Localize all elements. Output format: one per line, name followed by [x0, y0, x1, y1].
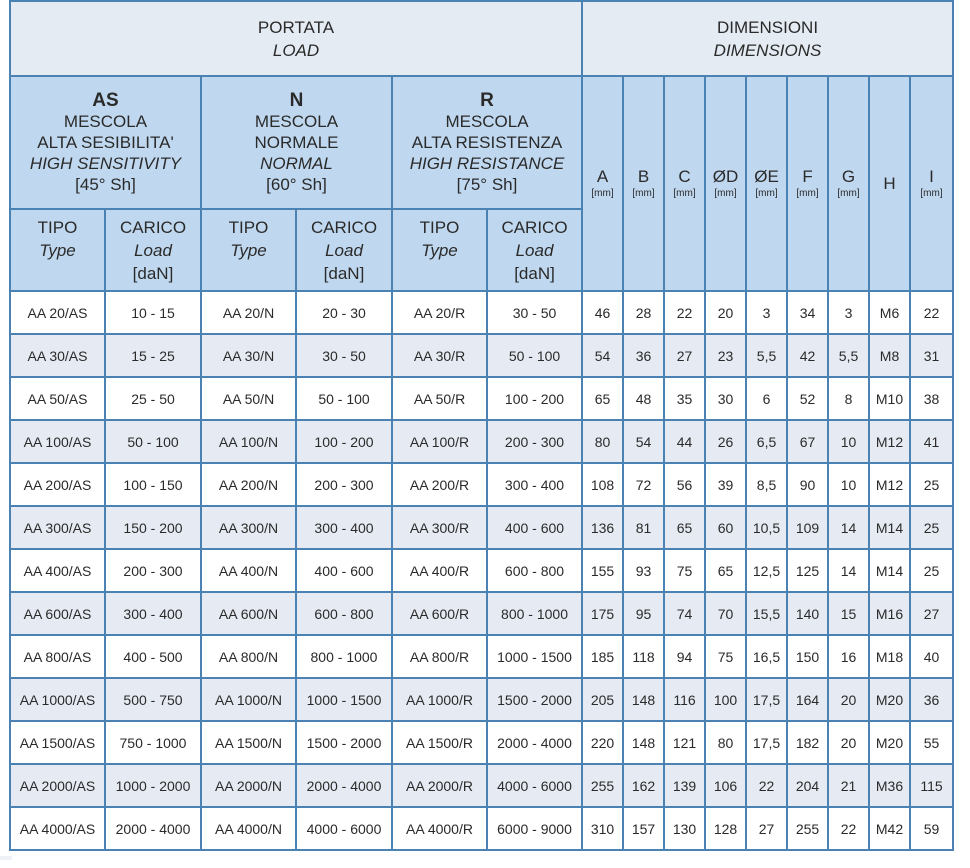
- dimensions-header: [582, 1, 953, 76]
- table-cell: 94: [664, 635, 705, 678]
- table-cell: 128: [705, 807, 746, 850]
- compound-line-1: MESCOLA: [445, 112, 529, 131]
- table-cell: 23: [705, 334, 746, 377]
- table-cell: AA 4000/AS: [10, 807, 105, 850]
- dim-col-header: [582, 76, 623, 291]
- table-cell: 39: [705, 463, 746, 506]
- table-cell: 8: [828, 377, 869, 420]
- table-cell: 35: [664, 377, 705, 420]
- table-cell: AA 800/AS: [10, 635, 105, 678]
- compound-hardness: [60° Sh]: [266, 175, 327, 194]
- table-cell: AA 200/R: [392, 463, 487, 506]
- dim-col-label: B: [637, 166, 650, 186]
- table-cell: AA 200/AS: [10, 463, 105, 506]
- table-cell: 1500 - 2000: [296, 721, 392, 764]
- table-cell: 185: [582, 635, 623, 678]
- carico-unit: [daN]: [514, 263, 555, 283]
- tipo-header: [10, 209, 105, 291]
- table-cell: 65: [705, 549, 746, 592]
- table-cell: 70: [705, 592, 746, 635]
- table-row: [10, 764, 953, 807]
- table-cell: M10: [869, 377, 910, 420]
- table-cell: 31: [910, 334, 953, 377]
- spacer: [393, 262, 486, 285]
- table-cell: 10,5: [746, 506, 787, 549]
- table-cell: AA 1500/AS: [10, 721, 105, 764]
- dim-col-label: G: [841, 166, 856, 186]
- compound-group-n: [201, 76, 392, 209]
- table-cell: AA 30/N: [201, 334, 296, 377]
- table-cell: 800 - 1000: [296, 635, 392, 678]
- compound-group-r: [392, 76, 582, 209]
- dim-col-label: H: [883, 173, 896, 193]
- table-cell: 10: [828, 420, 869, 463]
- table-cell: AA 200/N: [201, 463, 296, 506]
- table-cell: M8: [869, 334, 910, 377]
- table-cell: 164: [787, 678, 828, 721]
- table-row: [10, 463, 953, 506]
- table-cell: 48: [623, 377, 664, 420]
- table-row: [10, 635, 953, 678]
- dim-col-unit: [mm]: [591, 187, 614, 199]
- table-cell: 204: [787, 764, 828, 807]
- table-cell: 25: [910, 549, 953, 592]
- table-cell: 74: [664, 592, 705, 635]
- table-row: [10, 549, 953, 592]
- compound-line-1: MESCOLA: [254, 112, 339, 131]
- carico-label: CARICO: [119, 217, 187, 237]
- table-cell: AA 100/AS: [10, 420, 105, 463]
- table-cell: M6: [869, 291, 910, 334]
- table-cell: 5,5: [746, 334, 787, 377]
- carico-label: CARICO: [501, 217, 568, 237]
- table-row: [10, 592, 953, 635]
- table-cell: 50 - 100: [296, 377, 392, 420]
- carico-label-en: Load: [325, 240, 363, 260]
- table-cell: 14: [828, 549, 869, 592]
- table-cell: 220: [582, 721, 623, 764]
- table-cell: 6: [746, 377, 787, 420]
- table-cell: 80: [582, 420, 623, 463]
- table-cell: 139: [664, 764, 705, 807]
- dim-col-header: [746, 76, 787, 291]
- table-cell: 25: [910, 506, 953, 549]
- table-cell: 20 - 30: [296, 291, 392, 334]
- table-cell: 65: [664, 506, 705, 549]
- table-cell: 600 - 800: [296, 592, 392, 635]
- table-cell: AA 50/N: [201, 377, 296, 420]
- table-row: [10, 807, 953, 850]
- table-cell: 1500 - 2000: [487, 678, 582, 721]
- table-cell: 27: [664, 334, 705, 377]
- dim-col-header: [828, 76, 869, 291]
- table-cell: 90: [787, 463, 828, 506]
- dim-col-unit: [mm]: [632, 187, 655, 199]
- table-cell: AA 600/N: [201, 592, 296, 635]
- table-cell: M18: [869, 635, 910, 678]
- table-cell: 50 - 100: [487, 334, 582, 377]
- carico-header: [296, 209, 392, 291]
- dim-col-label: F: [802, 166, 813, 186]
- table-cell: 4000 - 6000: [296, 807, 392, 850]
- table-row: [10, 291, 953, 334]
- table-cell: 162: [623, 764, 664, 807]
- dim-col-label: A: [596, 166, 609, 186]
- table-cell: AA 300/AS: [10, 506, 105, 549]
- table-cell: 8,5: [746, 463, 787, 506]
- load-header: [10, 1, 582, 76]
- table-cell: 60: [705, 506, 746, 549]
- table-cell: 16,5: [746, 635, 787, 678]
- table-cell: 25 - 50: [105, 377, 201, 420]
- load-title: PORTATA: [257, 17, 335, 37]
- table-cell: 34: [787, 291, 828, 334]
- footer-fragment-left: [0, 856, 12, 860]
- table-cell: 100 - 200: [296, 420, 392, 463]
- table-cell: 205: [582, 678, 623, 721]
- table-cell: 20: [828, 678, 869, 721]
- table-cell: 30 - 50: [487, 291, 582, 334]
- carico-label-en: Load: [515, 240, 554, 260]
- compound-line-2: NORMALE: [254, 133, 339, 152]
- table-cell: AA 800/N: [201, 635, 296, 678]
- spec-table: [9, 0, 954, 851]
- spacer: [11, 262, 104, 285]
- table-cell: M20: [869, 678, 910, 721]
- table-cell: 310: [582, 807, 623, 850]
- compound-code: R: [480, 90, 494, 111]
- table-cell: 17,5: [746, 678, 787, 721]
- dimensions-title-en: DIMENSIONS: [713, 40, 822, 60]
- table-cell: 115: [910, 764, 953, 807]
- table-cell: 12,5: [746, 549, 787, 592]
- table-cell: 255: [787, 807, 828, 850]
- table-cell: 200 - 300: [105, 549, 201, 592]
- carico-unit: [daN]: [323, 263, 365, 283]
- tipo-label: TIPO: [37, 217, 78, 237]
- table-cell: 118: [623, 635, 664, 678]
- table-cell: 5,5: [828, 334, 869, 377]
- table-cell: 26: [705, 420, 746, 463]
- table-cell: 14: [828, 506, 869, 549]
- table-cell: 3: [828, 291, 869, 334]
- table-cell: 109: [787, 506, 828, 549]
- carico-header: [487, 209, 582, 291]
- table-cell: 54: [623, 420, 664, 463]
- table-cell: 106: [705, 764, 746, 807]
- table-cell: 200 - 300: [296, 463, 392, 506]
- table-cell: 200 - 300: [487, 420, 582, 463]
- table-cell: AA 50/AS: [10, 377, 105, 420]
- table-cell: 17,5: [746, 721, 787, 764]
- table-cell: 80: [705, 721, 746, 764]
- table-cell: 36: [623, 334, 664, 377]
- table-cell: 27: [910, 592, 953, 635]
- dim-col-unit: [mm]: [673, 187, 696, 199]
- table-row: [10, 506, 953, 549]
- table-cell: M20: [869, 721, 910, 764]
- table-cell: M14: [869, 549, 910, 592]
- table-cell: 28: [623, 291, 664, 334]
- table-cell: 148: [623, 721, 664, 764]
- dim-col-header: [910, 76, 953, 291]
- table-cell: 800 - 1000: [487, 592, 582, 635]
- table-cell: 4000 - 6000: [487, 764, 582, 807]
- compound-hardness: [75° Sh]: [456, 175, 518, 194]
- table-cell: AA 400/AS: [10, 549, 105, 592]
- table-cell: AA 20/R: [392, 291, 487, 334]
- table-cell: AA 1500/R: [392, 721, 487, 764]
- table-cell: 100 - 150: [105, 463, 201, 506]
- table-cell: 400 - 600: [296, 549, 392, 592]
- table-cell: 6000 - 9000: [487, 807, 582, 850]
- table-cell: 10: [828, 463, 869, 506]
- dimensions-title: DIMENSIONI: [716, 17, 819, 37]
- table-cell: 150: [787, 635, 828, 678]
- table-cell: AA 1000/AS: [10, 678, 105, 721]
- table-cell: 121: [664, 721, 705, 764]
- table-cell: 30 - 50: [296, 334, 392, 377]
- table-cell: 65: [582, 377, 623, 420]
- table-cell: 25: [910, 463, 953, 506]
- table-cell: 22: [746, 764, 787, 807]
- table-cell: AA 2000/R: [392, 764, 487, 807]
- carico-label: CARICO: [310, 217, 378, 237]
- tipo-label: TIPO: [419, 217, 460, 237]
- dim-col-header: [705, 76, 746, 291]
- table-cell: 2000 - 4000: [487, 721, 582, 764]
- dim-col-header: [787, 76, 828, 291]
- table-cell: 27: [746, 807, 787, 850]
- table-cell: AA 1500/N: [201, 721, 296, 764]
- table-cell: 20: [705, 291, 746, 334]
- table-cell: 75: [705, 635, 746, 678]
- table-cell: AA 400/R: [392, 549, 487, 592]
- dim-col-unit: [mm]: [796, 187, 819, 199]
- table-cell: AA 2000/N: [201, 764, 296, 807]
- table-cell: 22: [664, 291, 705, 334]
- table-cell: 157: [623, 807, 664, 850]
- table-cell: M16: [869, 592, 910, 635]
- table-cell: 400 - 600: [487, 506, 582, 549]
- table-cell: 75: [664, 549, 705, 592]
- table-cell: 95: [623, 592, 664, 635]
- table-cell: 300 - 400: [296, 506, 392, 549]
- dim-col-unit: [mm]: [755, 187, 778, 199]
- compound-code: AS: [92, 90, 119, 111]
- table-cell: 36: [910, 678, 953, 721]
- table-cell: AA 4000/R: [392, 807, 487, 850]
- table-cell: 750 - 1000: [105, 721, 201, 764]
- table-cell: 44: [664, 420, 705, 463]
- table-cell: 108: [582, 463, 623, 506]
- table-row: [10, 334, 953, 377]
- table-row: [10, 678, 953, 721]
- table-cell: 67: [787, 420, 828, 463]
- compound-code: N: [289, 90, 304, 111]
- tipo-label-en: Type: [421, 240, 458, 260]
- table-cell: M36: [869, 764, 910, 807]
- table-cell: 40: [910, 635, 953, 678]
- table-cell: 52: [787, 377, 828, 420]
- table-cell: 16: [828, 635, 869, 678]
- table-cell: 15: [828, 592, 869, 635]
- table-cell: AA 2000/AS: [10, 764, 105, 807]
- table-cell: AA 1000/R: [392, 678, 487, 721]
- table-cell: 300 - 400: [487, 463, 582, 506]
- table-cell: AA 300/N: [201, 506, 296, 549]
- table-cell: 1000 - 1500: [296, 678, 392, 721]
- compound-hardness: [45° Sh]: [75, 175, 136, 194]
- compound-line-en: NORMAL: [260, 154, 333, 173]
- compound-line-1: MESCOLA: [63, 112, 148, 131]
- table-cell: 46: [582, 291, 623, 334]
- table-cell: AA 30/AS: [10, 334, 105, 377]
- table-cell: 155: [582, 549, 623, 592]
- table-cell: 50 - 100: [105, 420, 201, 463]
- tipo-header: [392, 209, 487, 291]
- table-cell: 136: [582, 506, 623, 549]
- table-cell: 10 - 15: [105, 291, 201, 334]
- table-cell: 150 - 200: [105, 506, 201, 549]
- table-cell: 125: [787, 549, 828, 592]
- table-cell: 2000 - 4000: [296, 764, 392, 807]
- table-cell: 400 - 500: [105, 635, 201, 678]
- table-row: [10, 721, 953, 764]
- table-row: [10, 420, 953, 463]
- table-cell: 20: [828, 721, 869, 764]
- table-cell: 1000 - 1500: [487, 635, 582, 678]
- table-cell: AA 20/N: [201, 291, 296, 334]
- table-cell: 140: [787, 592, 828, 635]
- table-cell: AA 400/N: [201, 549, 296, 592]
- table-cell: AA 30/R: [392, 334, 487, 377]
- table-cell: 41: [910, 420, 953, 463]
- table-cell: 2000 - 4000: [105, 807, 201, 850]
- table-row: [10, 377, 953, 420]
- tipo-header: [201, 209, 296, 291]
- table-cell: AA 50/R: [392, 377, 487, 420]
- table-cell: AA 20/AS: [10, 291, 105, 334]
- carico-label-en: Load: [134, 240, 172, 260]
- table-cell: 3: [746, 291, 787, 334]
- table-cell: AA 4000/N: [201, 807, 296, 850]
- dim-col-label: C: [678, 166, 691, 186]
- dim-col-unit: [mm]: [920, 187, 943, 199]
- compound-line-2: ALTA RESISTENZA: [411, 133, 563, 152]
- dim-col-header: [623, 76, 664, 291]
- table-cell: 500 - 750: [105, 678, 201, 721]
- table-cell: 148: [623, 678, 664, 721]
- table-cell: 30: [705, 377, 746, 420]
- table-cell: 59: [910, 807, 953, 850]
- tipo-label-en: Type: [39, 240, 76, 260]
- table-cell: 81: [623, 506, 664, 549]
- table-cell: AA 300/R: [392, 506, 487, 549]
- table-cell: 72: [623, 463, 664, 506]
- dim-col-header: [869, 76, 910, 291]
- table-cell: 100: [705, 678, 746, 721]
- table-cell: 22: [910, 291, 953, 334]
- spacer: [202, 262, 295, 285]
- table-cell: 54: [582, 334, 623, 377]
- table-cell: AA 600/AS: [10, 592, 105, 635]
- table-cell: 21: [828, 764, 869, 807]
- compound-line-2: ALTA SESIBILITA': [37, 133, 174, 152]
- table-cell: 22: [828, 807, 869, 850]
- carico-header: [105, 209, 201, 291]
- compound-line-en: HIGH SENSITIVITY: [29, 154, 182, 173]
- table-cell: AA 800/R: [392, 635, 487, 678]
- table-cell: 255: [582, 764, 623, 807]
- dim-col-header: [664, 76, 705, 291]
- table-cell: M12: [869, 420, 910, 463]
- load-title-en: LOAD: [272, 40, 320, 60]
- dim-col-unit: [mm]: [837, 187, 860, 199]
- table-cell: 100 - 200: [487, 377, 582, 420]
- table-cell: 182: [787, 721, 828, 764]
- table-cell: 56: [664, 463, 705, 506]
- table-cell: AA 100/R: [392, 420, 487, 463]
- table-cell: AA 600/R: [392, 592, 487, 635]
- table-cell: 38: [910, 377, 953, 420]
- table-cell: 175: [582, 592, 623, 635]
- table-cell: 600 - 800: [487, 549, 582, 592]
- dim-col-label: I: [929, 166, 934, 186]
- dim-col-label: ØE: [754, 166, 779, 186]
- table-cell: 1000 - 2000: [105, 764, 201, 807]
- table-cell: 15,5: [746, 592, 787, 635]
- table-cell: 93: [623, 549, 664, 592]
- table-cell: 116: [664, 678, 705, 721]
- tipo-label: TIPO: [228, 217, 269, 237]
- table-cell: AA 1000/N: [201, 678, 296, 721]
- tipo-label-en: Type: [230, 240, 267, 260]
- table-cell: 55: [910, 721, 953, 764]
- dim-col-label: ØD: [712, 166, 739, 186]
- compound-line-en: HIGH RESISTANCE: [409, 154, 565, 173]
- table-cell: M42: [869, 807, 910, 850]
- table-cell: AA 100/N: [201, 420, 296, 463]
- table-cell: 6,5: [746, 420, 787, 463]
- compound-group-as: [10, 76, 201, 209]
- table-cell: 15 - 25: [105, 334, 201, 377]
- dim-col-unit: [mm]: [714, 187, 737, 199]
- carico-unit: [daN]: [132, 263, 174, 283]
- table-cell: 130: [664, 807, 705, 850]
- table-cell: M12: [869, 463, 910, 506]
- table-cell: 300 - 400: [105, 592, 201, 635]
- table-cell: M14: [869, 506, 910, 549]
- table-cell: 42: [787, 334, 828, 377]
